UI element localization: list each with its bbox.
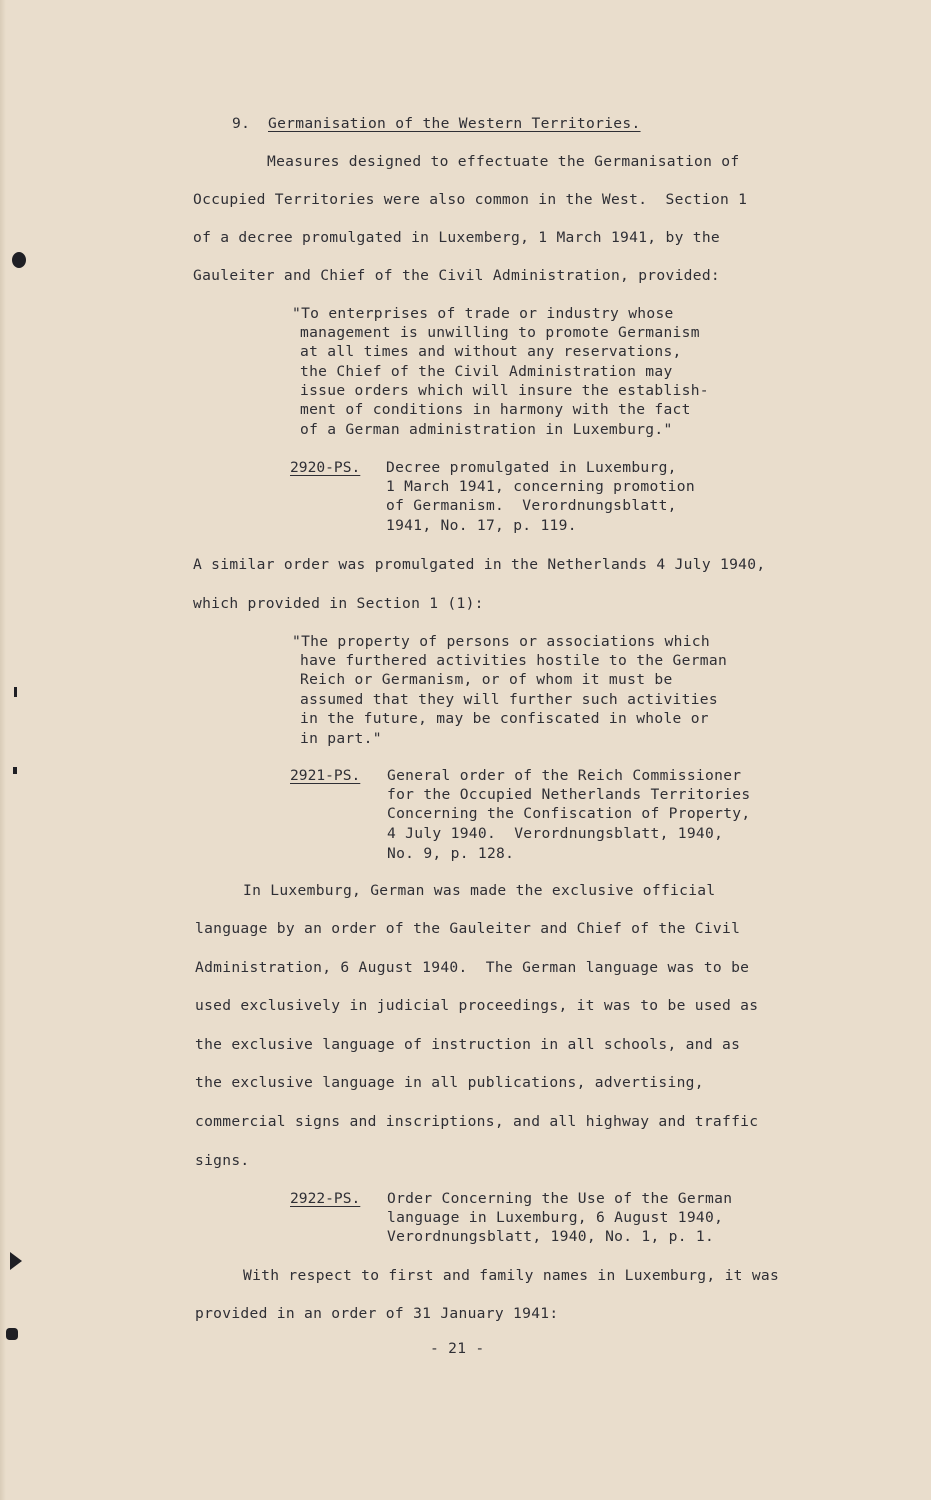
quote-line: assumed that they will further such activities — [300, 691, 718, 708]
reference-line: Order Concerning the Use of the German — [387, 1190, 733, 1207]
quote-line: "To enterprises of trade or industry whose — [292, 305, 674, 322]
reference-line: 1 March 1941, concerning promotion — [386, 478, 695, 495]
paragraph-line: of a decree promulgated in Luxemberg, 1 March 1941, by the — [193, 229, 720, 246]
quote-line: at all times and without any reservations, — [300, 343, 682, 360]
paragraph-line: Gauleiter and Chief of the Civil Administration, provided: — [193, 267, 720, 284]
reference-line: for the Occupied Netherlands Territories — [387, 786, 751, 803]
paragraph-line: provided in an order of 31 January 1941: — [195, 1305, 559, 1322]
paragraph-line: the exclusive language in all publications, advertising, — [195, 1074, 704, 1091]
reference-line: language in Luxemburg, 6 August 1940, — [387, 1209, 724, 1226]
page-number: - 21 - — [430, 1340, 485, 1357]
section-number: 9. — [232, 115, 251, 132]
reference-line: of Germanism. Verordnungsblatt, — [386, 497, 677, 514]
document-reference-id: 2921-PS. — [290, 767, 361, 784]
margin-mark — [6, 1328, 18, 1340]
margin-mark — [14, 687, 17, 697]
punch-hole-mark — [12, 252, 26, 268]
paragraph-line: In Luxemburg, German was made the exclusive official — [243, 882, 716, 899]
paragraph-line: Occupied Territories were also common in the West. Section 1 — [193, 191, 748, 208]
reference-line: Concerning the Confiscation of Property, — [387, 805, 751, 822]
document-reference-id: 2922-PS. — [290, 1190, 361, 1207]
quote-line: ment of conditions in harmony with the fact — [300, 401, 691, 418]
quote-line: Reich or Germanism, or of whom it must be — [300, 671, 673, 688]
reference-line: Decree promulgated in Luxemburg, — [386, 459, 677, 476]
quote-line: issue orders which will insure the establish- — [300, 382, 709, 399]
section-heading: Germanisation of the Western Territories. — [268, 115, 641, 132]
margin-arrow-mark — [10, 1252, 22, 1270]
reference-line: 1941, No. 17, p. 119. — [386, 517, 577, 534]
paragraph-line: used exclusively in judicial proceedings, it was to be used as — [195, 997, 759, 1014]
quote-line: have furthered activities hostile to the German — [300, 652, 728, 669]
paragraph-line: language by an order of the Gauleiter and Chief of the Civil — [195, 920, 741, 937]
paragraph-line: A similar order was promulgated in the Netherlands 4 July 1940, — [193, 556, 766, 573]
paragraph-line: With respect to first and family names in Luxemburg, it was — [243, 1267, 780, 1284]
quote-line: management is unwilling to promote Germanism — [300, 324, 700, 341]
quote-line: the Chief of the Civil Administration may — [300, 363, 673, 380]
page-fold-shadow — [0, 0, 6, 1500]
quote-line: in part." — [300, 730, 382, 747]
quote-line: in the future, may be confiscated in whole or — [300, 710, 709, 727]
margin-mark — [13, 767, 17, 774]
document-reference-id: 2920-PS. — [290, 459, 361, 476]
paragraph-line: commercial signs and inscriptions, and all highway and traffic — [195, 1113, 759, 1130]
paragraph-line: Measures designed to effectuate the Germanisation of — [267, 153, 740, 170]
reference-line: No. 9, p. 128. — [387, 845, 515, 862]
reference-line: Verordnungsblatt, 1940, No. 1, p. 1. — [387, 1228, 715, 1245]
paragraph-line: signs. — [195, 1152, 250, 1169]
reference-line: 4 July 1940. Verordnungsblatt, 1940, — [387, 825, 724, 842]
paragraph-line: which provided in Section 1 (1): — [193, 595, 484, 612]
quote-line: "The property of persons or associations which — [292, 633, 710, 650]
quote-line: of a German administration in Luxemburg." — [300, 421, 673, 438]
paragraph-line: the exclusive language of instruction in all schools, and as — [195, 1036, 741, 1053]
paragraph-line: Administration, 6 August 1940. The German language was to be — [195, 959, 750, 976]
reference-line: General order of the Reich Commissioner — [387, 767, 742, 784]
